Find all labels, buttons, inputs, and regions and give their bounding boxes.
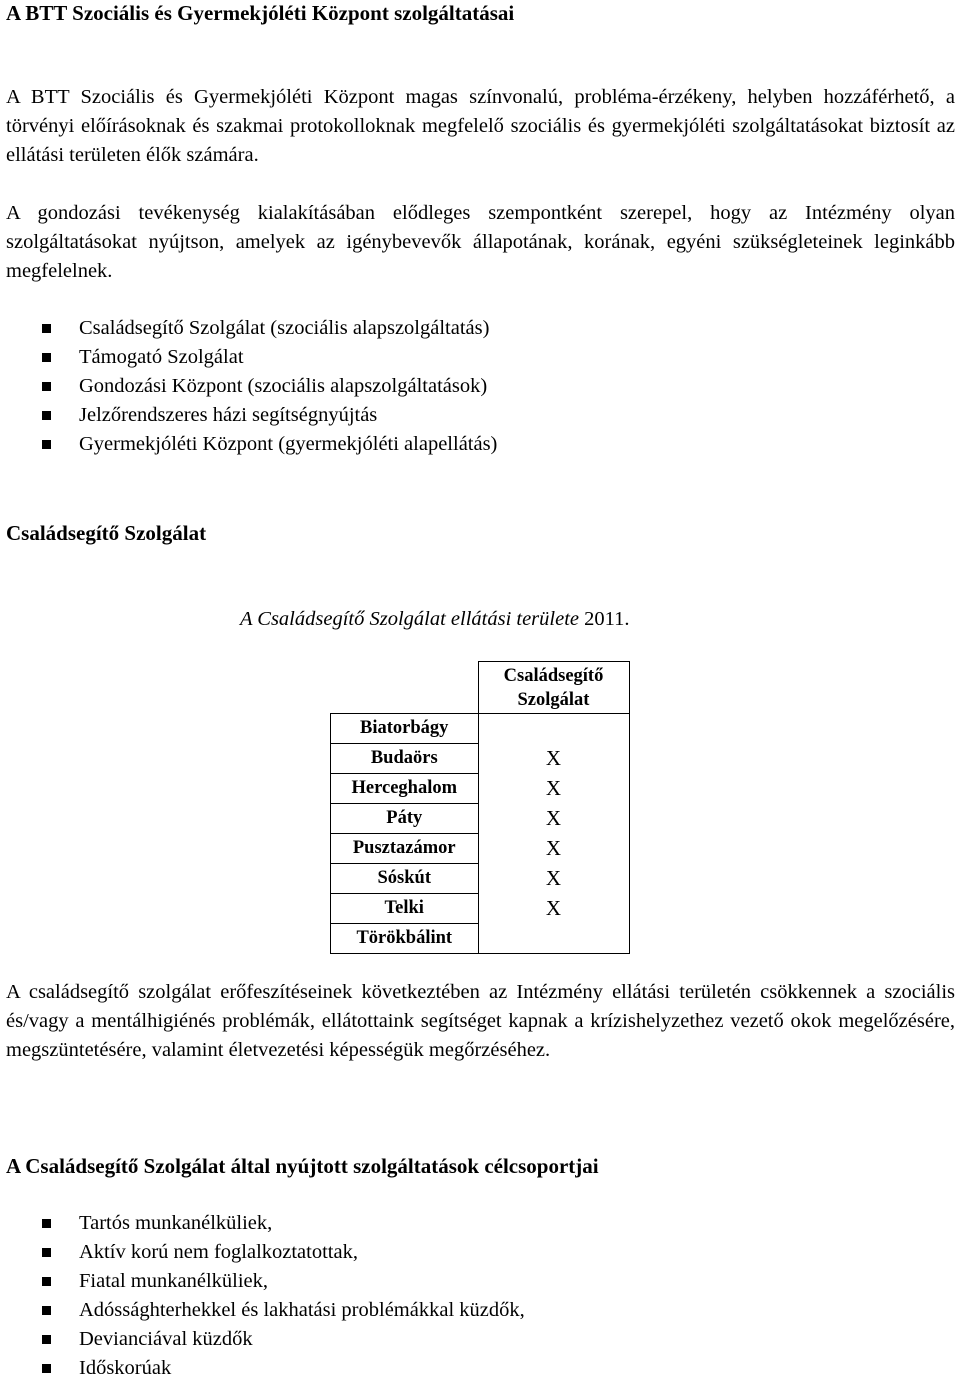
- table-header-service: Családsegítő Szolgálat: [478, 662, 629, 714]
- table-row: [331, 774, 630, 804]
- table-row: [331, 834, 630, 864]
- mark-cell: X: [478, 744, 629, 774]
- care-paragraph: A gondozási tevékenység kialakításában elődleges szempontként szerepel, hogy az Intézmény olyan szolgáltatásokat nyújtson, amelyek az igénybevevők állapotának, korának, egyéni szükségleteinek leginkább megfelelnek.: [6, 202, 955, 282]
- mark-cell: X: [478, 804, 629, 834]
- services-list: [6, 314, 497, 459]
- town-cell: Herceghalom: [331, 774, 479, 804]
- town-cell: Pusztazámor: [331, 834, 479, 864]
- town-cell: Sóskút: [331, 864, 479, 894]
- square-bullet-icon: [42, 411, 51, 420]
- square-bullet-icon: [42, 1219, 51, 1228]
- list-item: Támogató Szolgálat: [6, 343, 497, 372]
- mark-cell: X: [478, 834, 629, 864]
- square-bullet-icon: [42, 1306, 51, 1315]
- list-item: Fiatal munkanélküliek,: [6, 1267, 525, 1296]
- list-item: Devianciával küzdők: [6, 1325, 525, 1354]
- town-cell: Páty: [331, 804, 479, 834]
- list-item: Adóssághterhekkel és lakhatási problémákkal küzdők,: [6, 1296, 525, 1325]
- square-bullet-icon: [42, 1335, 51, 1344]
- section-heading-target-groups: A Családsegítő Szolgálat által nyújtott szolgáltatások célcsoportjai: [6, 1154, 599, 1178]
- square-bullet-icon: [42, 1277, 51, 1286]
- list-item: Jelzőrendszeres házi segítségnyújtás: [6, 401, 497, 430]
- table-row: [331, 804, 630, 834]
- mark-cell: [478, 714, 629, 744]
- square-bullet-icon: [42, 382, 51, 391]
- square-bullet-icon: [42, 324, 51, 333]
- square-bullet-icon: [42, 1364, 51, 1373]
- section-heading-csaladsegito: Családsegítő Szolgálat: [6, 521, 207, 545]
- mark-cell: X: [478, 774, 629, 804]
- page-title: A BTT Szociális és Gyermekjóléti Központ szolgáltatásai: [6, 1, 515, 25]
- table-corner-cell: [331, 662, 479, 714]
- square-bullet-icon: [42, 1248, 51, 1257]
- service-area-table: [330, 661, 630, 954]
- mark-cell: X: [478, 864, 629, 894]
- list-item: Időskorúak: [6, 1354, 525, 1383]
- table-row: [331, 714, 630, 744]
- list-item: Tartós munkanélküliek,: [6, 1209, 525, 1238]
- intro-paragraph: A BTT Szociális és Gyermekjóléti Központ magas színvonalú, probléma-érzékeny, helyben hozzáférhető, a törvényi előírásoknak és szakmai protokolloknak megfelelő szociális és gyermekjóléti szolgáltatásokat biztosít az ellátási területen élők számára.: [6, 86, 955, 166]
- list-item: Családsegítő Szolgálat (szociális alapszolgáltatás): [6, 314, 497, 343]
- table-row: [331, 744, 630, 774]
- town-cell: Telki: [331, 894, 479, 924]
- mark-cell: [478, 924, 629, 954]
- square-bullet-icon: [42, 353, 51, 362]
- town-cell: Biatorbágy: [331, 714, 479, 744]
- square-bullet-icon: [42, 440, 51, 449]
- town-cell: Budaörs: [331, 744, 479, 774]
- list-item: Aktív korú nem foglalkoztatottak,: [6, 1238, 525, 1267]
- table-caption: A Családsegítő Szolgálat ellátási területe 2011.: [240, 608, 630, 630]
- table-row: [331, 864, 630, 894]
- list-item: Gondozási Központ (szociális alapszolgáltatások): [6, 372, 497, 401]
- list-item: Gyermekjóléti Központ (gyermekjóléti alapellátás): [6, 430, 497, 459]
- effects-paragraph: A családsegítő szolgálat erőfeszítéseinek következtében az Intézmény ellátási területén csökkennek a szociális és/vagy a mentálhigiénés problémák, ellátottaink segítséget kapnak a krízishelyzethez vezető okok megelőzésére, megszüntetésére, valamint életvezetési képességük megőrzéséhez.: [6, 981, 955, 1061]
- town-cell: Törökbálint: [331, 924, 479, 954]
- table-row: [331, 924, 630, 954]
- target-groups-list: [6, 1209, 525, 1383]
- mark-cell: X: [478, 894, 629, 924]
- table-row: [331, 894, 630, 924]
